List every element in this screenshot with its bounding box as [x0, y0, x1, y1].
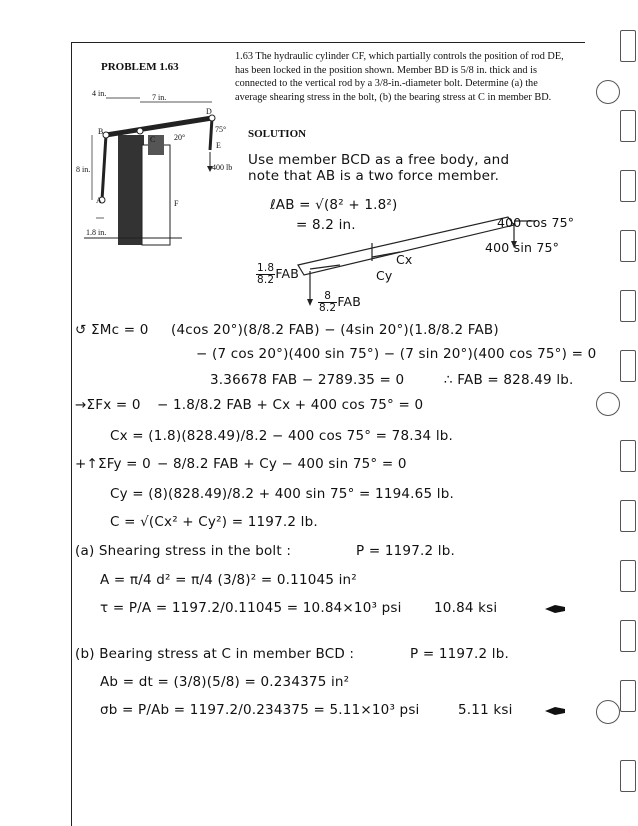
binder-hole — [596, 700, 620, 724]
fbd-fab-v-label: $\frac{8}{8.2}$ FAB — [319, 290, 362, 314]
part-a-result: 10.84 ksi — [434, 600, 498, 616]
rod-de — [210, 118, 212, 150]
fab-result: ∴ FAB = 828.49 lb. — [444, 372, 574, 388]
point-c-label: C — [150, 135, 156, 144]
binder-tab — [620, 680, 636, 712]
c-equation: C = √(Cx² + Cy²) = 1197.2 lb. — [110, 514, 318, 530]
dim-7in-label: 7 in. — [152, 93, 167, 102]
binder-tab — [620, 30, 636, 62]
fbd-force-h-label: 400 cos 75° — [497, 215, 575, 230]
cy-equation: Cy = (8)(828.49)/8.2 + 400 sin 75° = 1194.65 lb. — [110, 486, 454, 502]
problem-figure — [76, 89, 252, 250]
lab-equation: ℓAB = √(8² + 1.8²) — [270, 197, 398, 213]
part-a-heading: (a) Shearing stress in the bolt : — [75, 543, 292, 559]
fy-eq-lhs: +↑ΣFy = 0 — [75, 456, 151, 472]
fbd-fab-h-label: $\frac{1.8}{8.2}$ FAB — [257, 262, 300, 286]
fy-eq: − 8/8.2 FAB + Cy − 400 sin 75° = 0 — [157, 456, 407, 472]
dim-8in-label: 8 in. — [76, 165, 91, 174]
binder-tab — [620, 500, 636, 532]
binder-tab — [620, 350, 636, 382]
solution-line-1: Use member BCD as a free body, and — [248, 152, 510, 168]
point-b-label: B — [98, 127, 104, 136]
part-a-load: P = 1197.2 lb. — [356, 543, 455, 559]
point-d-label: D — [206, 107, 212, 116]
binder-tab — [620, 110, 636, 142]
pin-b — [103, 132, 109, 138]
binder-edge — [606, 0, 638, 825]
fbd-cy-label: Cy — [376, 268, 393, 283]
lab-value: = 8.2 in. — [296, 217, 356, 233]
hydraulic-cylinder — [142, 145, 170, 245]
member-bd — [106, 118, 212, 135]
dim-4in-label: 4 in. — [92, 89, 107, 98]
fbd-fab-v-head — [307, 299, 313, 306]
fbd-force-v-label: 400 sin 75° — [485, 240, 560, 255]
member-ab — [102, 135, 106, 200]
moment-eq-3: 3.36678 FAB − 2789.35 = 0 — [210, 372, 405, 388]
pin-c — [137, 128, 143, 134]
binder-tab — [620, 440, 636, 472]
part-b-area: Ab = dt = (3/8)(5/8) = 0.234375 in² — [100, 674, 350, 690]
part-b-bearing-stress: σb = P/Ab = 1197.2/0.234375 = 5.11×10³ psi — [100, 702, 420, 718]
fx-eq-lhs: →ΣFx = 0 — [75, 397, 141, 413]
angle-20-label: 20° — [174, 133, 186, 142]
part-a-area: A = π/4 d² = π/4 (3/8)² = 0.11045 in² — [100, 572, 357, 588]
load-label: 400 lb — [212, 163, 233, 172]
binder-hole — [596, 80, 620, 104]
problem-statement: 1.63 The hydraulic cylinder CF, which partially controls the position of rod DE, has been locked in the position shown. Member BD is 5/8 in. thick and is connected to the vertical rod by a 3/8-in.-diameter bolt. Determine (a) the average shearing stress in the bolt, (b) the bearing stress at C in member BD. — [235, 51, 564, 103]
moment-eq-2: − (7 cos 20°)(400 sin 75°) − (7 sin 20°)(400 cos 75°) = 0 — [196, 346, 597, 362]
binder-tab — [620, 760, 636, 792]
vertical-post — [118, 135, 144, 245]
part-b-load: P = 1197.2 lb. — [410, 646, 509, 662]
solution-line-2: note that AB is a two force member. — [248, 168, 500, 184]
binder-tab — [620, 230, 636, 262]
binder-hole — [596, 392, 620, 416]
binder-tab — [620, 290, 636, 322]
part-b-heading: (b) Bearing stress at C in member BCD : — [75, 646, 355, 662]
fx-eq: − 1.8/8.2 FAB + Cx + 400 cos 75° = 0 — [157, 397, 424, 413]
problem-label: PROBLEM 1.63 — [101, 61, 179, 73]
moment-eq-lhs: ↺ ΣMc = 0 — [75, 322, 149, 338]
angle-75-label: 75° — [215, 125, 227, 134]
part-a-answer-arrow — [545, 605, 565, 613]
binder-tab — [620, 620, 636, 652]
point-f-label: F — [174, 199, 179, 208]
part-a-shear-stress: τ = P/A = 1197.2/0.11045 = 10.84×10³ psi — [100, 600, 402, 616]
binder-tab — [620, 170, 636, 202]
solution-label: SOLUTION — [248, 128, 307, 140]
part-b-answer-arrow — [545, 707, 565, 715]
point-a-label: A — [96, 196, 102, 205]
cx-equation: Cx = (1.8)(828.49)/8.2 − 400 cos 75° = 78.34 lb. — [110, 428, 454, 444]
dim-18in-label: 1.8 in. — [86, 228, 107, 237]
moment-eq-1: (4cos 20°)(8/8.2 FAB) − (4sin 20°)(1.8/8.2 FAB) — [171, 322, 499, 338]
binder-tab — [620, 560, 636, 592]
fbd-cx-label: Cx — [396, 252, 413, 267]
point-e-label: E — [216, 141, 221, 150]
part-b-result: 5.11 ksi — [458, 702, 513, 718]
